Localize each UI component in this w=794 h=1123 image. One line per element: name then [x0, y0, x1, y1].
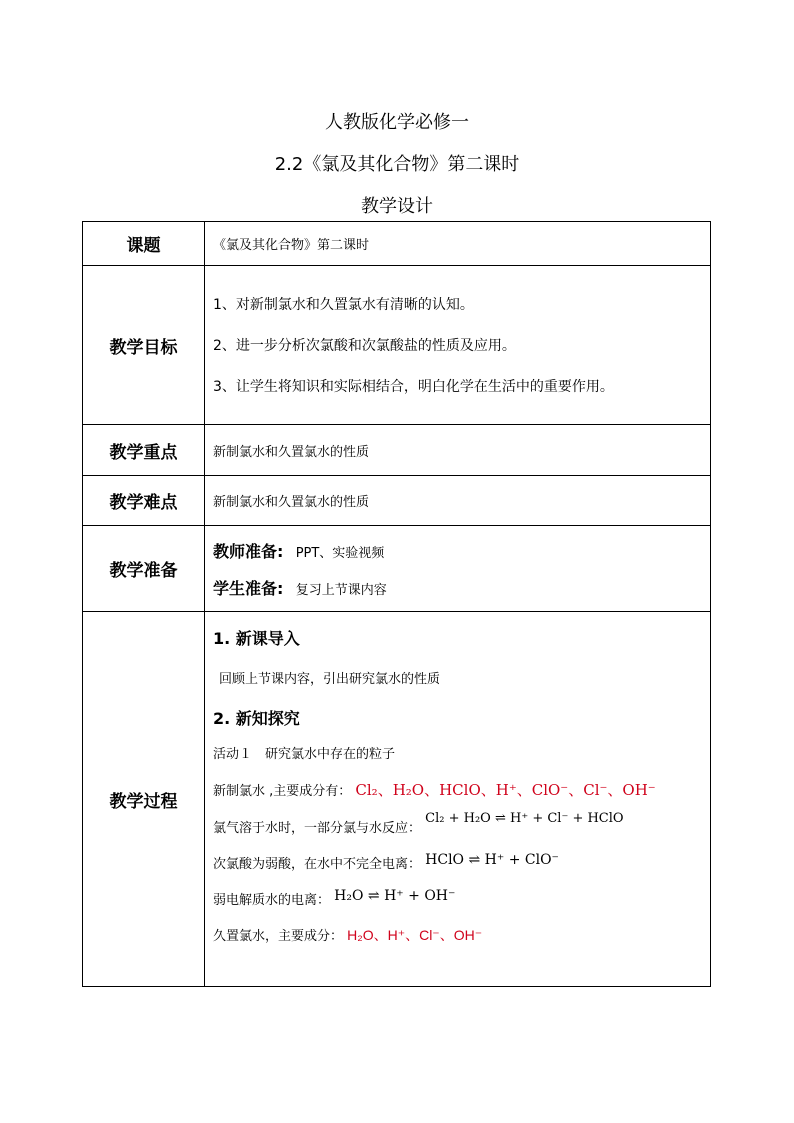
- teacher-preparation-label: 教师准备:: [213, 541, 284, 561]
- activity-title: 活动１ 研究氯水中存在的粒子: [213, 747, 396, 762]
- difficulties-label: 教学难点: [83, 476, 205, 526]
- weak-acid-ionization: [213, 853, 710, 872]
- topic-label: 课题: [83, 222, 205, 266]
- row-key-points: [83, 425, 711, 476]
- section1-text: 回顾上节课内容，引出研究氯水的性质: [219, 672, 441, 687]
- section1-title: 1. 新课导入: [213, 629, 300, 648]
- weak-acid-equation: HClO ⇌ H⁺ + ClO⁻: [425, 852, 559, 868]
- aged-prefix: 久置氯水，主要成分：: [213, 929, 344, 944]
- water-ionization: [213, 889, 710, 908]
- goal-item: 2、进一步分析次氯酸和次氯酸盐的性质及应用。: [213, 338, 516, 354]
- section2-title: 2. 新知探究: [213, 709, 300, 728]
- dissolve-equation: Cl₂ + H₂O ⇌ H⁺ + Cl⁻ + HClO: [425, 811, 624, 826]
- doc-title-line3: 教学设计: [361, 196, 433, 217]
- row-topic: [83, 222, 711, 266]
- aged-species: H₂O、H⁺、Cl⁻、OH⁻: [347, 927, 483, 943]
- process-label: 教学过程: [83, 612, 205, 987]
- teacher-preparation: [213, 539, 710, 562]
- goal-item: 1、对新制氯水和久置氯水有清晰的认知。: [213, 297, 474, 313]
- row-goals: [83, 266, 711, 425]
- row-difficulties: [83, 476, 711, 526]
- student-preparation-value: 复习上节课内容: [295, 582, 387, 598]
- fresh-chlorine-water: [213, 779, 710, 800]
- doc-title-line1: 人教版化学必修一: [325, 112, 469, 133]
- student-preparation: [213, 576, 710, 599]
- goal-item: 3、让学生将知识和实际相结合，明白化学在生活中的重要作用。: [213, 379, 614, 395]
- student-preparation-label: 学生准备:: [213, 578, 284, 598]
- topic-value: 《氯及其化合物》第二课时: [205, 222, 711, 266]
- dissolve-prefix: 氯气溶于水时，一部分氯与水反应：: [213, 821, 422, 836]
- row-preparation: [83, 526, 711, 612]
- fresh-prefix: 新制氯水 ,主要成分有：: [213, 784, 352, 799]
- dissolution-reaction: [213, 811, 710, 836]
- teacher-preparation-value: PPT、实验视频: [295, 545, 385, 561]
- preparation-label: 教学准备: [83, 526, 205, 612]
- weak-acid-prefix: 次氯酸为弱酸，在水中不完全电离：: [213, 857, 422, 872]
- water-prefix: 弱电解质水的电离：: [213, 893, 331, 908]
- key-points-label: 教学重点: [83, 425, 205, 476]
- fresh-species: Cl₂、H₂O、HClO、H⁺、ClO⁻、Cl⁻、OH⁻: [355, 781, 656, 799]
- doc-title-line2: 2.2《氯及其化合物》第二课时: [274, 154, 520, 175]
- lesson-plan-table: [82, 221, 711, 987]
- row-process: [83, 612, 711, 987]
- goals-label: 教学目标: [83, 266, 205, 425]
- water-equation: H₂O ⇌ H⁺ + OH⁻: [334, 888, 456, 904]
- key-points-value: 新制氯水和久置氯水的性质: [205, 425, 711, 476]
- aged-chlorine-water: [213, 925, 710, 945]
- difficulties-value: 新制氯水和久置氯水的性质: [205, 476, 711, 526]
